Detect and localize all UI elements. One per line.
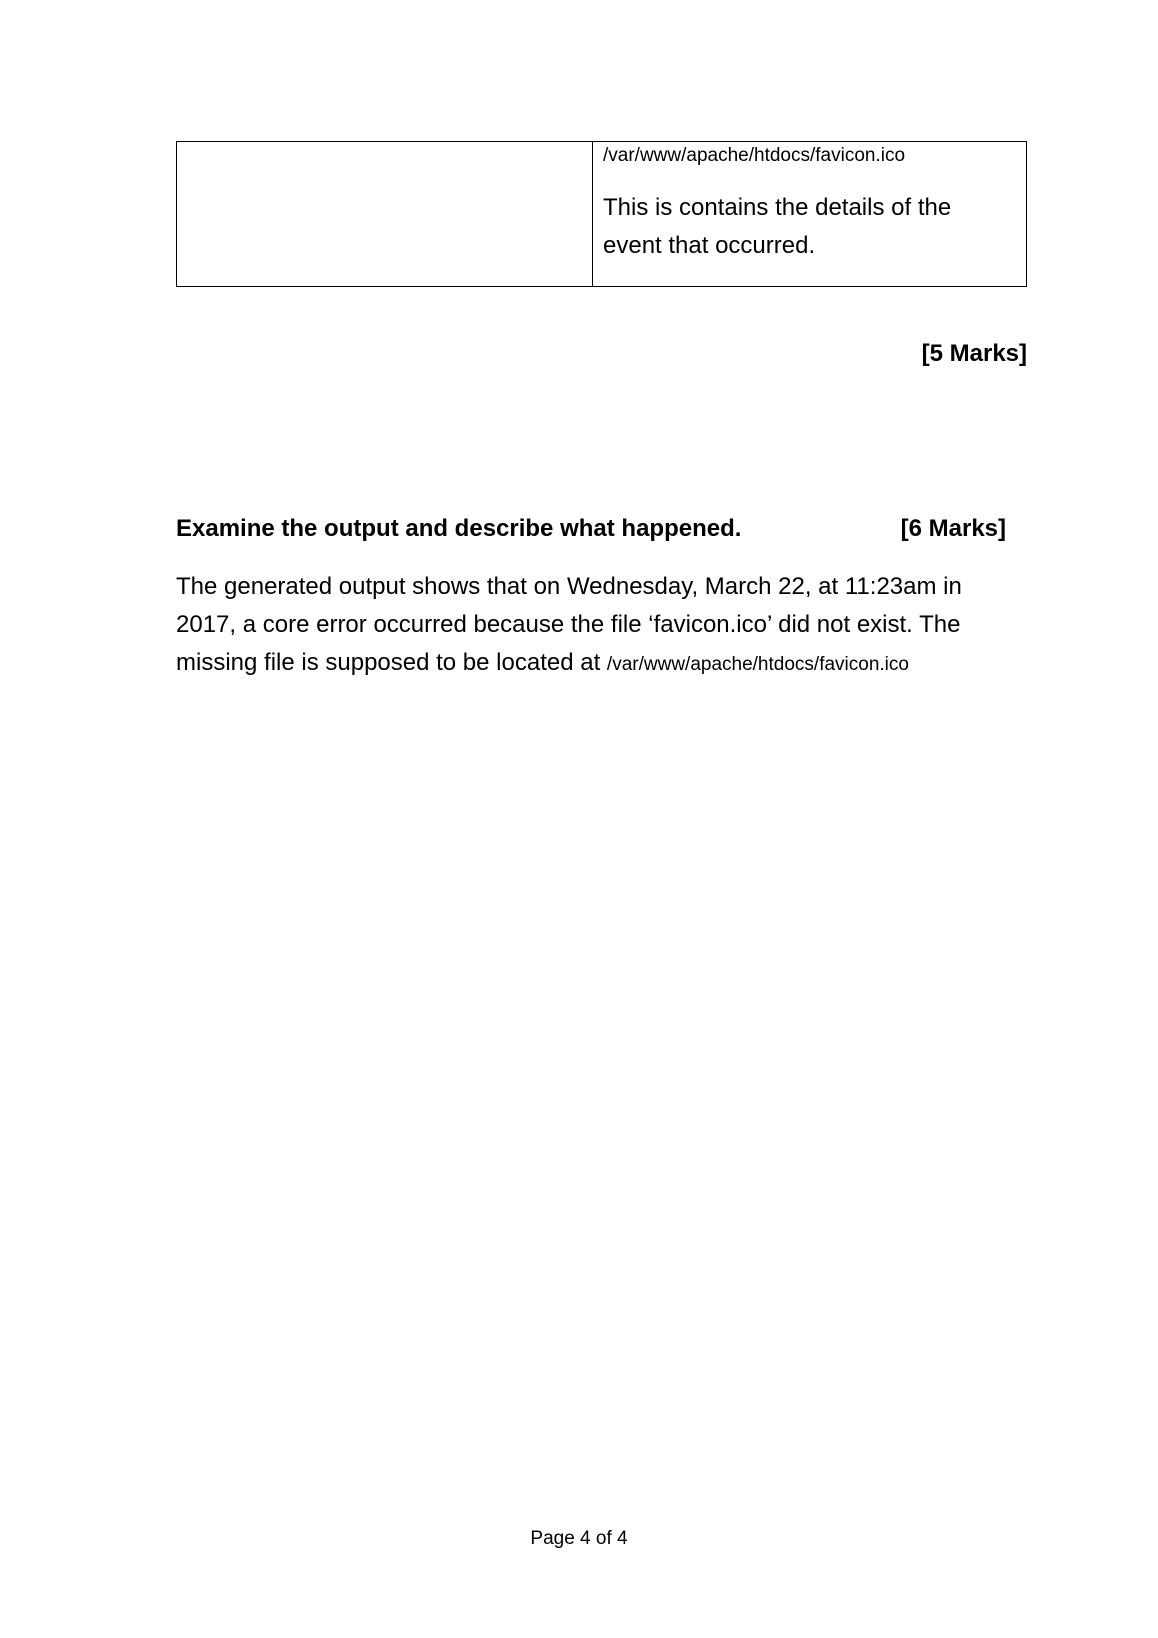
table-cell-empty [177, 142, 593, 287]
page-number: Page 4 of 4 [530, 1528, 628, 1549]
answer-paragraph [176, 568, 1021, 684]
table-cell-details [593, 142, 1027, 287]
question-marks: [6 Marks] [900, 515, 1006, 542]
question-text: Examine the output and describe what happened. [176, 515, 742, 542]
log-details-table [176, 141, 1027, 287]
marks-label: [5 Marks] [921, 340, 1027, 367]
file-path: /var/www/apache/htdocs/favicon.ico [603, 145, 906, 166]
table-row [177, 142, 1027, 287]
answer-file-path: /var/www/apache/htdocs/favicon.ico [606, 654, 909, 675]
question-heading [176, 513, 1006, 545]
cell-description: This is contains the details of the event that occurred. [603, 194, 952, 259]
answer-text: The generated output shows that on Wednesday, March 22, at 11:23am in 2017, a core error occurred because the file ‘favicon.ico’ did not exist. The missing file is supposed to be located at [176, 573, 962, 676]
